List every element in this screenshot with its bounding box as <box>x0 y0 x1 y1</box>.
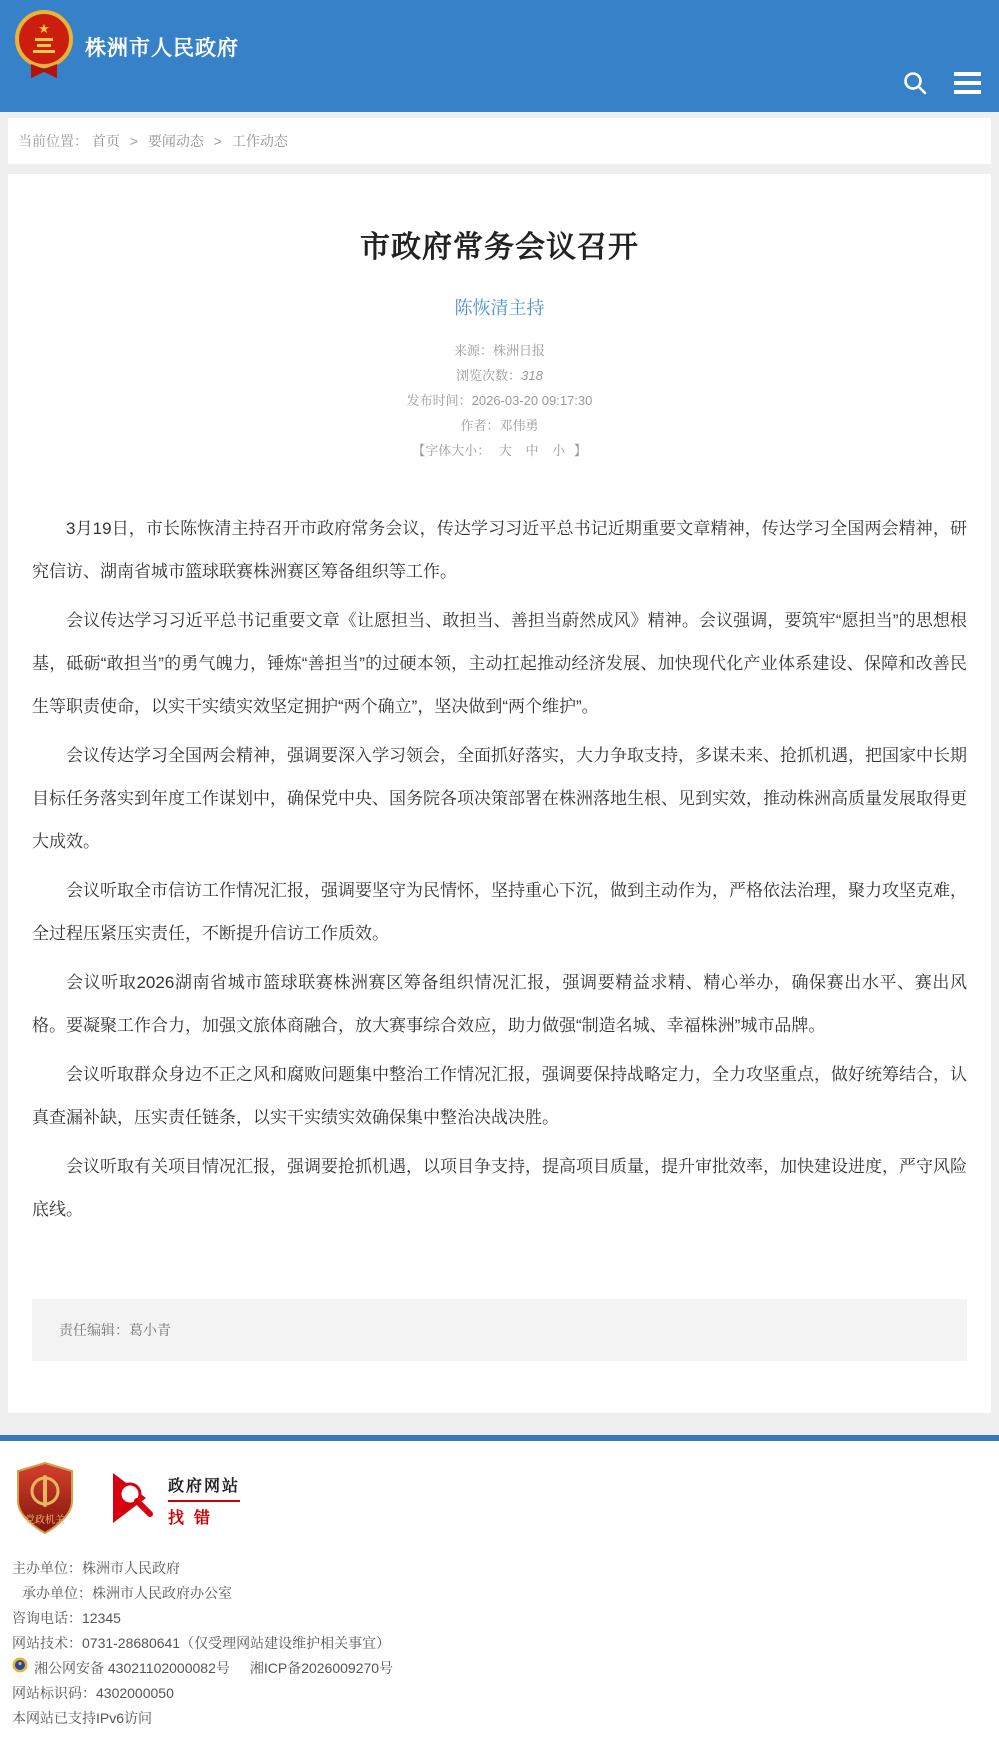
article-paragraph: 会议听取群众身边不正之风和腐败问题集中整治工作情况汇报，强调要保持战略定力，全力攻坚重点，做好统筹结合，认真查漏补缺，压实责任链条，以实干实绩实效确保集中整治决战决胜。 <box>32 1065 967 1127</box>
site-footer <box>0 1441 999 1759</box>
site-header <box>0 0 999 112</box>
footer-site-code: 网站标识码：4302000050 <box>12 1685 174 1701</box>
article-paragraph: 会议传达学习习近平总书记重要文章《让愿担当、敢担当、善担当蔚然成风》精神。会议强调，要筑牢“愿担当”的思想根基，砥砺“敢担当”的勇气魄力，锤炼“善担当”的过硬本领，主动扛起推动经济发展、加快现代化产业体系建设、保障和改善民生等职责使命，以实干实绩实效坚定拥护“两个确立”，坚决做到“两个维护”。 <box>32 611 967 716</box>
meta-author: 作者：邓伟勇 <box>460 418 539 433</box>
article-paragraph: 会议传达学习全国两会精神，强调要深入学习领会，全面抓好落实，大力争取支持，多谋未来、抢抓机遇，把国家中长期目标任务落实到年度工作谋划中，确保党中央、国务院各项决策部署在株洲落地生根、见到实效，推动株洲高质量发展取得更大成效。 <box>32 746 967 851</box>
article-subtitle: 陈恢清主持 <box>454 298 545 318</box>
article-paragraph: 3月19日，市长陈恢清主持召开市政府常务会议，传达学习习近平总书记近期重要文章精神，传达学习全国两会精神，研究信访、湖南省城市篮球联赛株洲赛区筹备组织等工作。 <box>32 519 967 581</box>
footer-host-unit: 主办单位：株洲市人民政府 <box>12 1560 180 1576</box>
fontsize-small-button[interactable]: 小 <box>552 443 566 458</box>
editor-name: 葛小青 <box>129 1322 171 1338</box>
breadcrumb-label: 当前位置： <box>18 133 88 149</box>
article-card <box>8 174 991 1413</box>
meta-source: 来源：株洲日报 <box>453 343 546 358</box>
svg-text:★: ★ <box>38 21 50 36</box>
editor-bar <box>32 1299 967 1361</box>
fontsize-medium-button[interactable]: 中 <box>525 443 539 458</box>
site-error-title: 政府网站 <box>168 1473 240 1502</box>
article-paragraph: 会议听取有关项目情况汇报，强调要抢抓机遇，以项目争支持，提高项目质量，提升审批效率，加快建设进度，严守风险底线。 <box>32 1157 967 1219</box>
footer-security-records <box>12 1656 987 1681</box>
national-emblem-icon <box>13 8 75 85</box>
article-body <box>32 507 967 1231</box>
breadcrumb-work-link[interactable]: 工作动态 <box>231 133 288 149</box>
site-error-finder-link[interactable] <box>110 1471 240 1530</box>
footer-organizer-unit: 承办单位：株洲市人民政府办公室 <box>22 1585 232 1601</box>
icp-record-link[interactable]: 湘ICP备2026009270号 <box>249 1660 394 1676</box>
gongan-record-link[interactable]: 湘公网安备 43021102000082号 <box>34 1660 230 1676</box>
menu-icon[interactable] <box>954 72 981 94</box>
footer-hotline: 咨询电话：12345 <box>12 1610 121 1626</box>
meta-fontsize-control: 【字体大小： 大 中 小 】 <box>412 443 587 458</box>
breadcrumb-separator: > <box>213 133 222 149</box>
breadcrumb-news-link[interactable]: 要闻动态 <box>147 133 204 149</box>
site-title: 株洲市人民政府 <box>85 36 239 60</box>
site-logo-link[interactable] <box>13 8 239 85</box>
site-error-action: 找错 <box>168 1510 221 1527</box>
meta-publish-time: 发布时间：2026-03-20 09:17:30 <box>406 393 593 408</box>
breadcrumb-home-link[interactable]: 首页 <box>91 133 120 149</box>
article-paragraph: 会议听取2026湖南省城市篮球联赛株洲赛区筹备组织情况汇报，强调要精益求精、精心举办，确保赛出水平、赛出风格。要凝聚工作合力，加强文旅体商融合，放大赛事综合效应，助力做强“制造名城、幸福株洲”城市品牌。 <box>32 973 967 1035</box>
article-meta <box>32 338 967 463</box>
editor-label: 责任编辑： <box>59 1322 129 1338</box>
article-paragraph: 会议听取全市信访工作情况汇报，强调要坚守为民情怀，坚持重心下沉，做到主动作为，严格依法治理，聚力攻坚克难，全过程压紧压实责任，不断提升信访工作质效。 <box>32 881 967 943</box>
party-government-badge[interactable] <box>14 1461 76 1540</box>
article-title: 市政府常务会议召开 <box>360 231 639 264</box>
police-badge-icon <box>12 1656 28 1681</box>
fontsize-large-button[interactable]: 大 <box>498 443 512 458</box>
site-error-flag-icon <box>110 1471 162 1530</box>
search-icon[interactable] <box>902 70 928 96</box>
footer-tech-support: 网站技术：0731-28680641（仅受理网站建设维护相关事宜） <box>12 1635 391 1651</box>
breadcrumb <box>8 118 991 164</box>
meta-views: 浏览次数：318 <box>456 368 543 383</box>
party-badge-label: 党政机关 <box>25 1515 65 1526</box>
footer-ipv6-notice: 本网站已支持IPv6访问 <box>12 1710 153 1726</box>
breadcrumb-separator: > <box>129 133 138 149</box>
